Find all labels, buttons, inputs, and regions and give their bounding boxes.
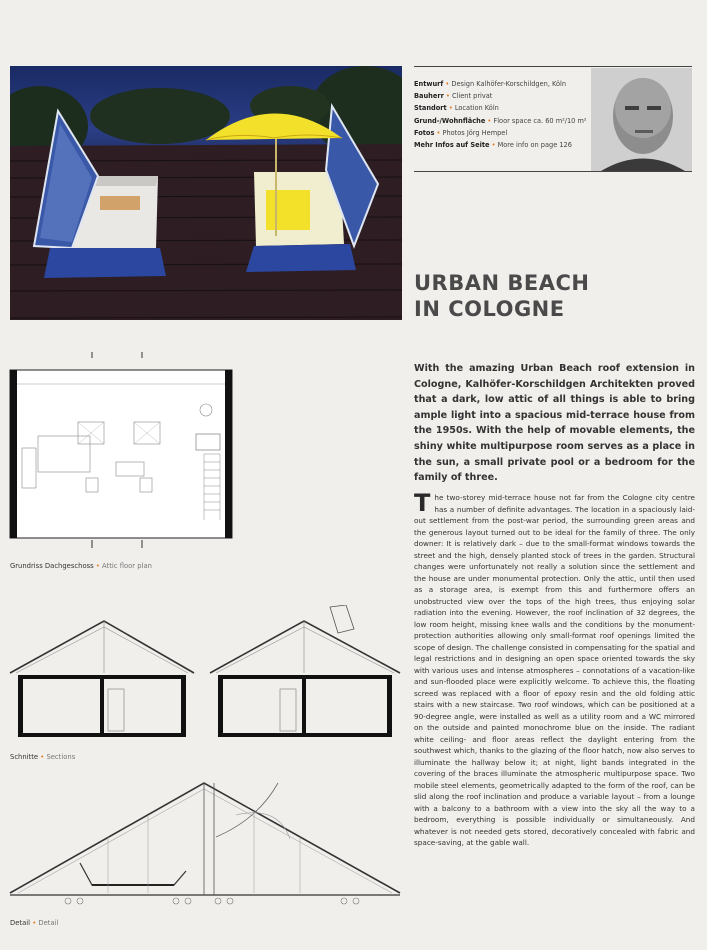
article-lead: With the amazing Urban Beach roof extension in Cologne, Kalhöfer-Korschildgen Architekten proved that a dark, low attic of all things is able to bring ample light into a spacious mid-terrace house from the 1950s. With the help of movable elements, the shiny white multipurpose room serves as a place in the sun, a small private pool or a bedroom for the family of three. [414,363,695,484]
detail-drawing [8,775,403,915]
drop-cap: T [414,489,431,517]
architect-portrait [591,68,692,171]
article-body [414,489,695,849]
sections-caption: Schnitte • Sections [10,753,76,761]
credit-line: Grund-/Wohnfläche • Floor space ca. 60 m²/10 m² [414,116,587,125]
credit-line: Fotos • Photos Jörg Hempel [414,128,508,137]
credit-line: Entwurf • Design Kalhöfer-Korschildgen, Köln [414,80,567,88]
rooftop-photo [10,66,402,320]
body-text: he two-storey mid-terrace house not far from the Cologne city centre has a number of definite advantages. The location in a spaciously laid-out settlement from the post-war period, the surrounding green areas and the generous layout turned out to be ideal for the family of three. The only downer: It is relatively dark – due to the small-format windows towards the street and the high, densely planted stock of trees in the garden. Structural changes were unfortunately not really a solution since the settlement and the house are under monumental protection. Only the attic, until then used as a storage area, is exempt from this and furthermore offers an unobstructed view over the tops of the high trees, thus enjoying solar radiation into the evening. However, the roof inclination of 32 degrees, the low room height, missing knee walls and the conditions by the monument-protection authorities allowing only small-format roof openings limited the scope of design. The challenge consisted in compensating for the spatial and legal restrictions and in designing an open space oriented towards the sky with various uses and intense atmospheres – connotations of a vacation-like and sun-flooded place were explicitly welcome. To achieve this, the floating screed was replaced with a floor of epoxy resin and the old folding attic stairs with a new staircase. Two roof windows, which can be positioned at a 90-degree angle, were installed as well as a utility room and a WC mirrored on the outside and painted monochrome blue on the inside. The radiant white ceiling- and floor areas reflect the daylight entering from the southwest which, thanks to the glazing of the floor hatch, now also serves to illuminate the hallway below it; at night, light bands integrated in the covering of the braces illuminate the atmospheric multipurpose space. Two mobile steel elements, geometrically adapted to the form of the roof, can be slid along the roof inclination and produce a variable layout – from a lounge with a balcony to a bathroom with a view into the sky all the way to a bedroom, everything is possible individually or simultaneously. And whatever is not needed gets stored, decoratively concealed with fabric and space-saving, at the gable wall. [414,493,695,848]
plan-caption: Grundriss Dachgeschoss • Attic floor plan [10,562,152,570]
sections-drawing [8,605,403,745]
credit-line: Bauherr • Client privat [414,92,493,101]
credit-list [414,78,590,151]
credit-line: Mehr Infos auf Seite • More info on page 126 [414,141,572,150]
project-credits [414,66,692,172]
attic-floor-plan [8,350,236,550]
article-title: URBAN BEACH IN COLOGNE [414,271,590,321]
detail-caption: Detail • Detail [10,919,59,927]
credit-line: Standort • Location Köln [414,104,499,113]
